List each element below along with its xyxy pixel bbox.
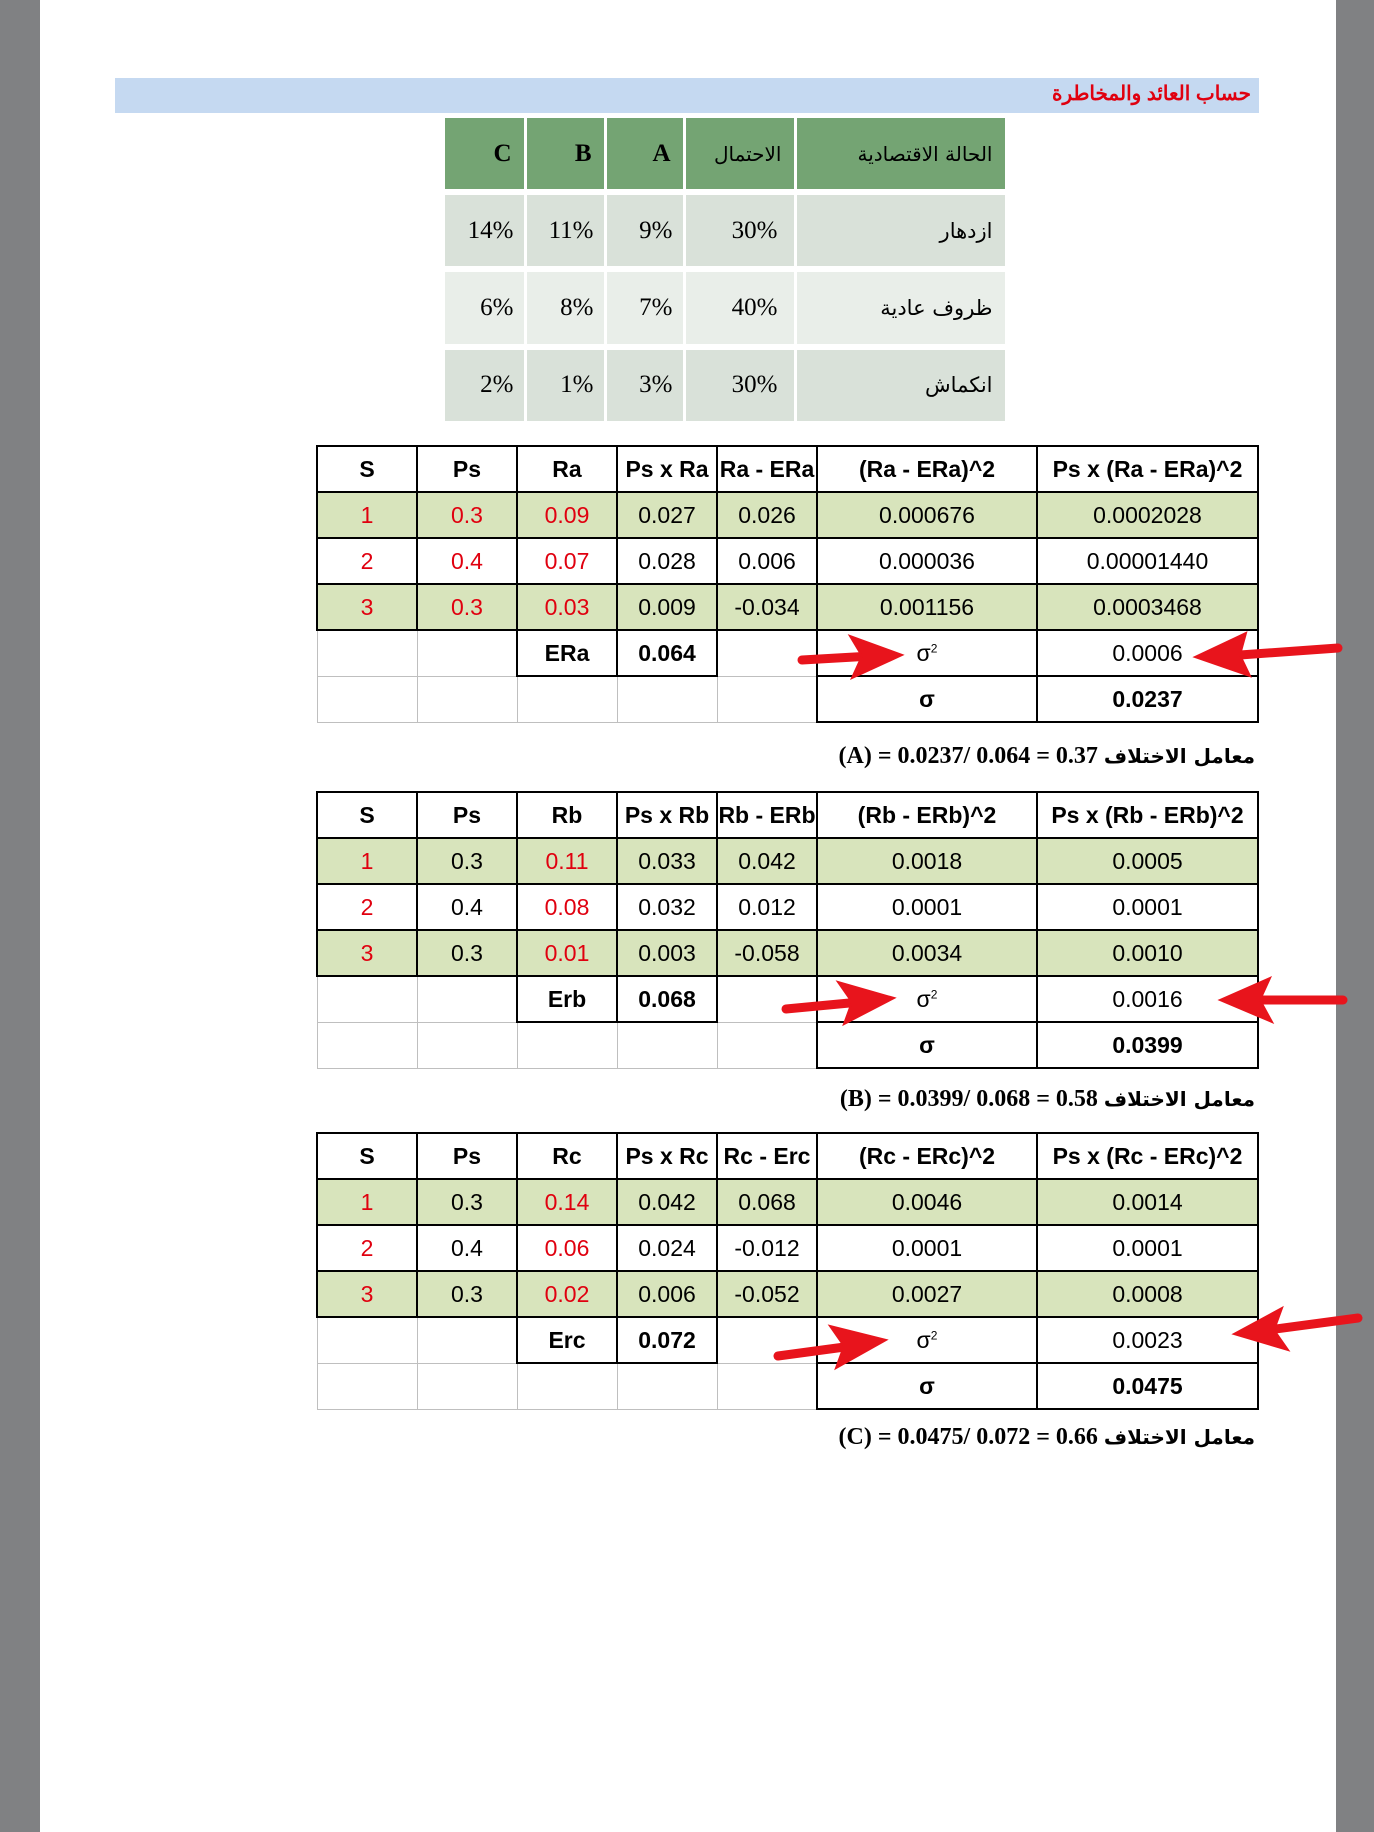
std-label: σ [817,1022,1037,1068]
state-name: ازدهار [795,192,1006,269]
cell: 0.006 [617,1271,717,1317]
cell: 0.028 [617,538,717,584]
arrow-icon [1240,648,1338,655]
cell: 0.09 [517,492,617,538]
cell: 0.001156 [817,584,1037,630]
col-header: Rc [517,1133,617,1179]
cell: 0.033 [617,838,717,884]
state-name: ظروف عادية [795,269,1006,346]
col-header: S [317,446,417,492]
std-value: 0.0399 [1037,1022,1258,1068]
cell: 0.08 [517,884,617,930]
cell: 0.0008 [1037,1271,1258,1317]
sigma-symbol: σ [916,985,931,1012]
cv-label: معامل الاختلاف [1103,744,1255,768]
cell: 40% [684,269,795,346]
cell: 0.3 [417,584,517,630]
cell: 6% [445,269,525,346]
header-probability: الاحتمال [684,118,795,192]
cell: 3 [317,1271,417,1317]
cell: 8% [525,269,605,346]
expected-label: Erb [517,976,617,1022]
squared-exponent: 2 [930,1327,938,1342]
variance-value: 0.0006 [1037,630,1258,676]
expected-value: 0.072 [617,1317,717,1363]
cell: -0.012 [717,1225,817,1271]
header-a: A [605,118,684,192]
cell: 1 [317,838,417,884]
col-header: Ps x Rb [617,792,717,838]
cell: -0.058 [717,930,817,976]
squared-exponent: 2 [930,986,938,1001]
cell: 0.0010 [1037,930,1258,976]
cell: 0.0003468 [1037,584,1258,630]
expected-value: 0.068 [617,976,717,1022]
cell: -0.034 [717,584,817,630]
cv-label: معامل الاختلاف [1103,1087,1255,1111]
cell: 0.026 [717,492,817,538]
std-label: σ [817,1363,1037,1409]
cell: 0.024 [617,1225,717,1271]
col-header: (Ra - ERa)^2 [817,446,1037,492]
cell: 3 [317,584,417,630]
cell: 0.068 [717,1179,817,1225]
cell: 3 [317,930,417,976]
cell: 0.3 [417,930,517,976]
col-header: Ps x (Rb - ERb)^2 [1037,792,1258,838]
col-header: Ps x Rc [617,1133,717,1179]
cell: 0.0001 [817,1225,1037,1271]
cell: 0.07 [517,538,617,584]
col-header: (Rb - ERb)^2 [817,792,1037,838]
cell: 0.0027 [817,1271,1037,1317]
state-name: انكماش [795,347,1006,424]
cell: 0.027 [617,492,717,538]
cell: 2 [317,884,417,930]
cell: 2 [317,1225,417,1271]
col-header: S [317,1133,417,1179]
col-header: Ra - ERa [717,446,817,492]
cell: 0.042 [717,838,817,884]
cell: 30% [684,347,795,424]
cell: 0.032 [617,884,717,930]
expected-label: ERa [517,630,617,676]
page-title: حساب العائد والمخاطرة [1051,83,1251,105]
cell: 0.3 [417,838,517,884]
cell: 0.4 [417,538,517,584]
cell: 0.06 [517,1225,617,1271]
cell: 0.14 [517,1179,617,1225]
col-header: Ps x (Ra - ERa)^2 [1037,446,1258,492]
cell: 0.4 [417,1225,517,1271]
cell: 14% [445,192,525,269]
cell: 0.03 [517,584,617,630]
variance-value: 0.0016 [1037,976,1258,1022]
col-header: Rb [517,792,617,838]
cell: 2% [445,347,525,424]
cell: 0.02 [517,1271,617,1317]
col-header: Ra [517,446,617,492]
cell: 9% [605,192,684,269]
sigma-symbol: σ [916,1326,931,1353]
cell: 0.0001 [817,884,1037,930]
cell: 0.006 [717,538,817,584]
cell: 0.000676 [817,492,1037,538]
col-header: Ps [417,446,517,492]
variance-value: 0.0023 [1037,1317,1258,1363]
cell: -0.052 [717,1271,817,1317]
cell: 11% [525,192,605,269]
col-header: (Rc - ERc)^2 [817,1133,1037,1179]
cell: 0.3 [417,1271,517,1317]
col-header: Ps x (Rc - ERc)^2 [1037,1133,1258,1179]
cell: 0.000036 [817,538,1037,584]
cv-formula: (C) = 0.0475/ 0.072 = 0.66 [838,1424,1098,1450]
cell: 0.012 [717,884,817,930]
cell: 0.3 [417,492,517,538]
cell: 0.0018 [817,838,1037,884]
cell: 0.0001 [1037,1225,1258,1271]
expected-label: Erc [517,1317,617,1363]
arrow-icon [1268,1318,1358,1330]
cell: 7% [605,269,684,346]
expected-value: 0.064 [617,630,717,676]
cell: 0.00001440 [1037,538,1258,584]
cell: 2 [317,538,417,584]
col-header: Rc - Erc [717,1133,817,1179]
cell: 0.042 [617,1179,717,1225]
header-b: B [525,118,605,192]
cell: 0.01 [517,930,617,976]
header-economic-state: الحالة الاقتصادية [795,118,1006,192]
cv-label: معامل الاختلاف [1103,1425,1255,1449]
col-header: Ps [417,1133,517,1179]
std-label: σ [817,676,1037,722]
std-value: 0.0237 [1037,676,1258,722]
col-header: Rb - ERb [717,792,817,838]
cell: 1 [317,1179,417,1225]
cell: 0.0001 [1037,884,1258,930]
cell: 0.0002028 [1037,492,1258,538]
cell: 30% [684,192,795,269]
cell: 0.0046 [817,1179,1037,1225]
cell: 0.4 [417,884,517,930]
sigma-symbol: σ [916,639,931,666]
cell: 1% [525,347,605,424]
cv-formula: (A) = 0.0237/ 0.064 = 0.37 [838,743,1098,769]
col-header: Ps [417,792,517,838]
cell: 0.003 [617,930,717,976]
cell: 0.0034 [817,930,1037,976]
cell: 0.11 [517,838,617,884]
cell: 1 [317,492,417,538]
col-header: S [317,792,417,838]
cell: 3% [605,347,684,424]
cell: 0.0014 [1037,1179,1258,1225]
squared-exponent: 2 [930,640,938,655]
cell: 0.009 [617,584,717,630]
cell: 0.0005 [1037,838,1258,884]
cell: 0.3 [417,1179,517,1225]
header-c: C [445,118,525,192]
cv-formula: (B) = 0.0399/ 0.068 = 0.58 [839,1086,1098,1112]
std-value: 0.0475 [1037,1363,1258,1409]
col-header: Ps x Ra [617,446,717,492]
